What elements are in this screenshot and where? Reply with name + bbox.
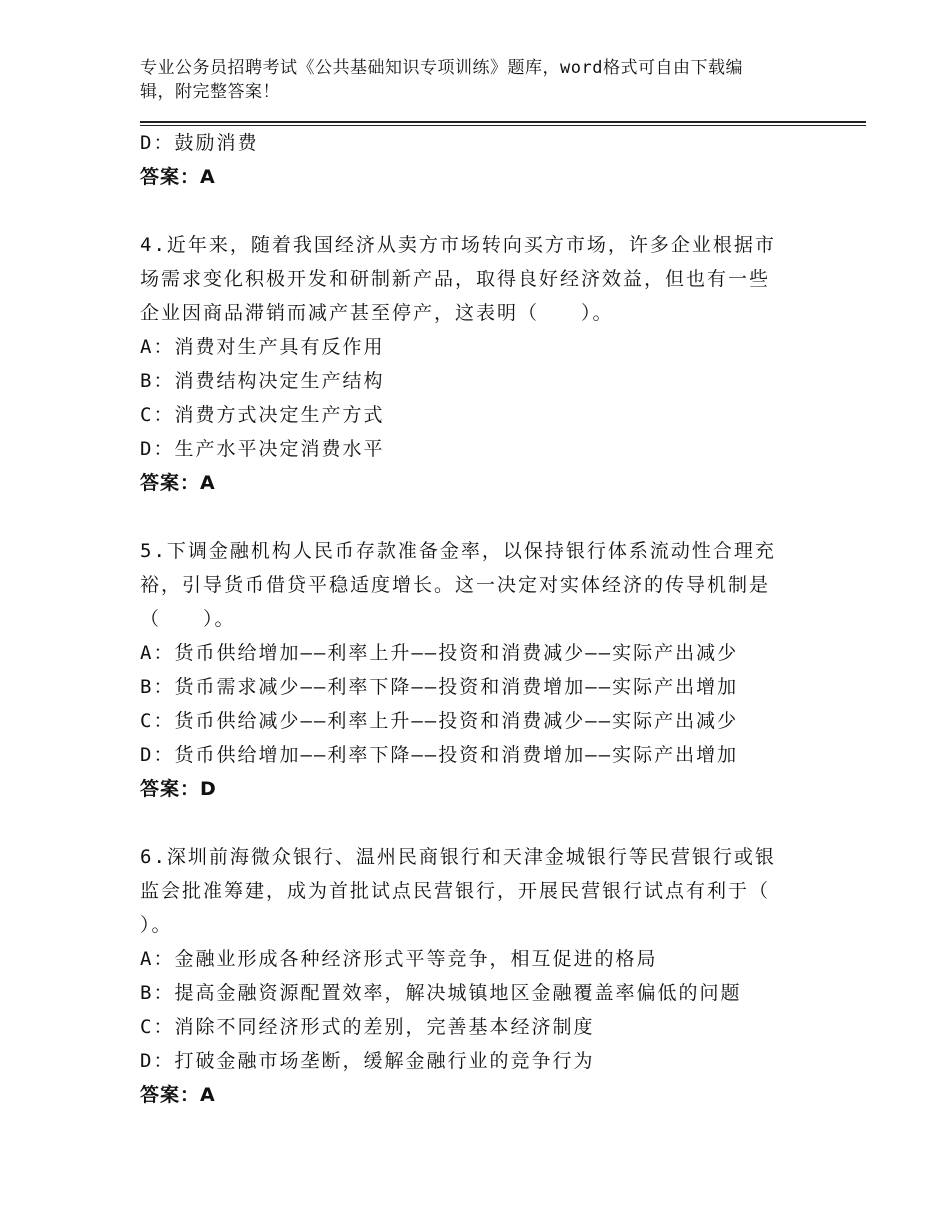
question-stem-line: （ ）。 bbox=[140, 608, 236, 630]
question-stem-line: 6.深圳前海微众银行、温州民商银行和天津金城银行等民营银行或银 bbox=[140, 846, 776, 868]
question-stem-line: 监会批准筹建，成为首批试点民营银行，开展民营银行试点有利于（ bbox=[140, 880, 771, 902]
question-stem-line: 裕，引导货币借贷平稳适度增长。这一决定对实体经济的传导机制是 bbox=[140, 574, 771, 596]
question-stem-line: 企业因商品滞销而减产甚至停产，这表明（ ）。 bbox=[140, 302, 614, 324]
option-c: C：货币供给减少——利率上升——投资和消费减少——实际产出减少 bbox=[140, 710, 739, 732]
spacer bbox=[140, 500, 810, 534]
question-block-4 bbox=[140, 228, 810, 500]
option-b: B：货币需求减少——利率下降——投资和消费增加——实际产出增加 bbox=[140, 676, 739, 698]
option-d: D：鼓励消费 bbox=[140, 132, 259, 154]
answer-line: 答案：D bbox=[140, 778, 217, 800]
page-header bbox=[140, 56, 790, 104]
answer-line: 答案：A bbox=[140, 166, 216, 188]
option-d: D：货币供给增加——利率下降——投资和消费增加——实际产出增加 bbox=[140, 744, 739, 766]
header-line-2: 辑，附完整答案！ bbox=[140, 82, 280, 102]
previous-question-tail bbox=[140, 126, 810, 194]
answer-line: 答案：A bbox=[140, 472, 216, 494]
option-d: D：生产水平决定消费水平 bbox=[140, 438, 385, 460]
question-stem-line: 场需求变化积极开发和研制新产品，取得良好经济效益，但也有一些 bbox=[140, 268, 771, 290]
option-b: B：消费结构决定生产结构 bbox=[140, 370, 385, 392]
question-stem-line: ）。 bbox=[140, 914, 173, 936]
option-b: B：提高金融资源配置效率，解决城镇地区金融覆盖率偏低的问题 bbox=[140, 982, 742, 1004]
header-line-1: 专业公务员招聘考试《公共基础知识专项训练》题库，word格式可自由下载编 bbox=[140, 58, 743, 78]
option-a: A：货币供给增加——利率上升——投资和消费减少——实际产出减少 bbox=[140, 642, 739, 664]
header-rule-thick bbox=[140, 121, 866, 123]
option-c: C：消除不同经济形式的差别，完善基本经济制度 bbox=[140, 1016, 595, 1038]
question-block-6 bbox=[140, 840, 810, 1112]
question-stem-line: 5.下调金融机构人民币存款准备金率，以保持银行体系流动性合理充 bbox=[140, 540, 776, 562]
option-c: C：消费方式决定生产方式 bbox=[140, 404, 385, 426]
option-a: A：金融业形成各种经济形式平等竞争，相互促进的格局 bbox=[140, 948, 658, 970]
spacer bbox=[140, 194, 810, 228]
option-a: A：消费对生产具有反作用 bbox=[140, 336, 385, 358]
question-block-5 bbox=[140, 534, 810, 806]
option-d: D：打破金融市场垄断，缓解金融行业的竞争行为 bbox=[140, 1050, 595, 1072]
spacer bbox=[140, 806, 810, 840]
question-stem-line: 4.近年来，随着我国经济从卖方市场转向买方市场，许多企业根据市 bbox=[140, 234, 776, 256]
question-content bbox=[140, 126, 810, 1112]
answer-line: 答案：A bbox=[140, 1084, 216, 1106]
